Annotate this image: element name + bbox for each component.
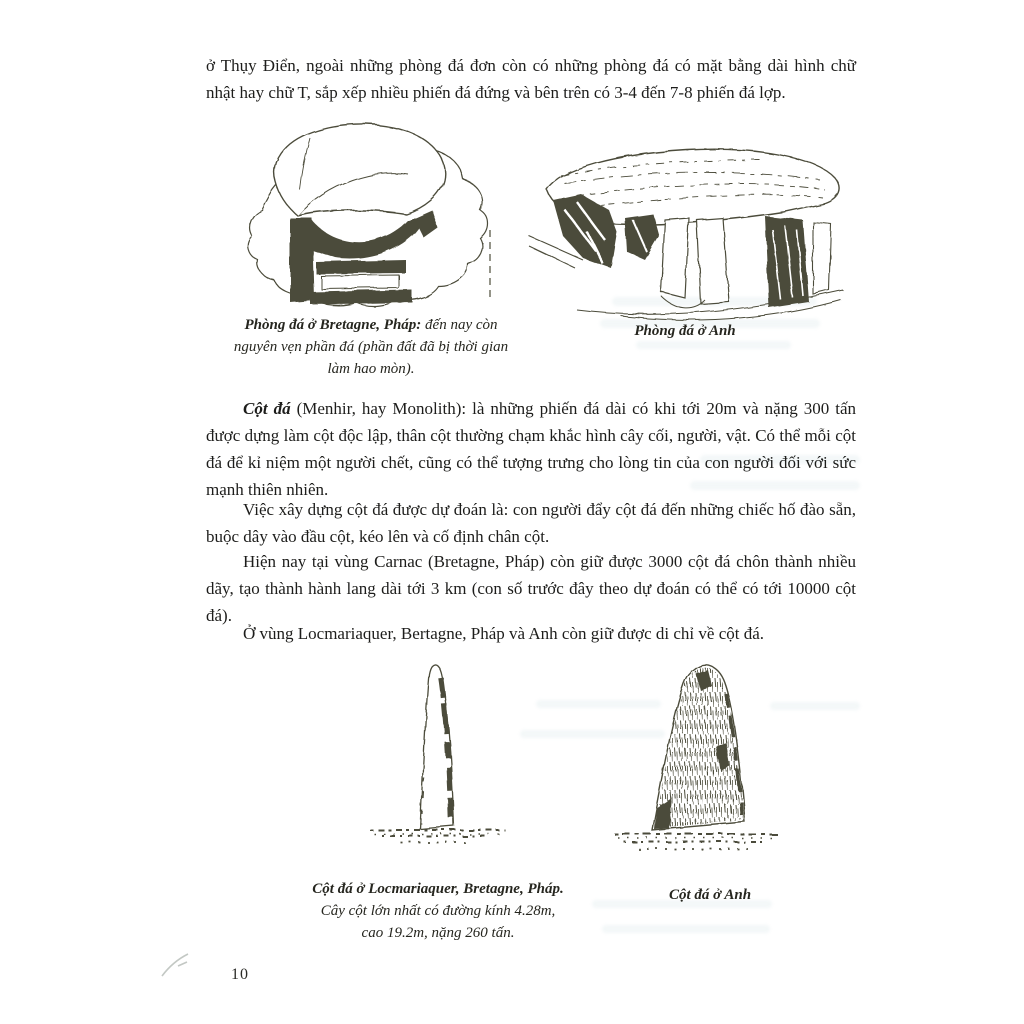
paragraph-carnac: Hiện nay tại vùng Carnac (Bretagne, Pháp) còn giữ được 3000 cột đá chôn thành nhiều dãy, tạo thành hành lang dài tới 3 km (con số trước đây theo dự đoán có thể có tới 10000 cột đá). — [206, 552, 856, 625]
dolmen-bretagne-illustration — [218, 118, 510, 316]
bleed-through-streak — [602, 925, 770, 933]
paragraph-menhir-definition-text: (Menhir, hay Monolith): là những phiến đá dài có khi tới 20m và nặng 300 tấn được dựng làm cột độc lập, thân cột thường chạm khắc hình cây cối, người, vật. Có thể mỗi cột đá để kỉ niệm một người chết, cũng có thể tượng trưng cho lòng tin của con người đối với sức mạnh thiên nhiên. — [206, 399, 857, 499]
caption-dolmen-bretagne-title: Phòng đá ở Bretagne, Pháp: — [244, 317, 422, 333]
caption-dolmen-bretagne-note: đến nay còn nguyên vẹn phần đá (phần đất đã bị thời gian làm hao mòn). — [233, 317, 509, 377]
caption-dolmen-england: Phòng đá ở Anh — [634, 323, 736, 339]
caption-menhir-locmariaquer-title: Cột đá ở Locmariaquer, Bretagne, Pháp. — [312, 881, 564, 897]
caption-dolmen-bretagne — [225, 314, 517, 380]
caption-menhir-england: Cột đá ở Anh — [668, 887, 752, 903]
menhir-england-illustration — [608, 650, 788, 868]
pencil-mark — [158, 948, 198, 988]
caption-menhir-locmariaquer — [288, 878, 588, 944]
term-cot-da: Cột đá — [243, 399, 291, 418]
caption-menhir-locmariaquer-detail-1: Cây cột lớn nhất có đường kính 4.28m, — [320, 903, 556, 919]
paragraph-locmariaquer: Ở vùng Locmariaquer, Bertagne, Pháp và Anh còn giữ được di chỉ về cột đá. — [243, 624, 765, 643]
page-number: 10 — [231, 966, 249, 983]
dolmen-england-illustration — [525, 140, 860, 318]
paragraph-menhir-construction: Việc xây dựng cột đá được dự đoán là: con người đẩy cột đá đến những chiếc hố đào sẵn, buộc dây vào đầu cột, kéo lên và cố định chân cột. — [206, 500, 856, 546]
paragraph-menhir-definition — [206, 395, 856, 503]
paragraph-sweden-dolmens: ở Thụy Điển, ngoài những phòng đá đơn còn có những phòng đá có mặt bằng dài hình chữ nhật hay chữ T, sắp xếp nhiều phiến đá đứng và bên trên có 3-4 đến 7-8 phiến đá lợp. — [206, 56, 856, 102]
menhir-locmariaquer-illustration — [360, 658, 515, 866]
bleed-through-streak — [636, 341, 791, 349]
caption-menhir-locmariaquer-detail-2: cao 19.2m, nặng 260 tấn. — [361, 925, 515, 941]
